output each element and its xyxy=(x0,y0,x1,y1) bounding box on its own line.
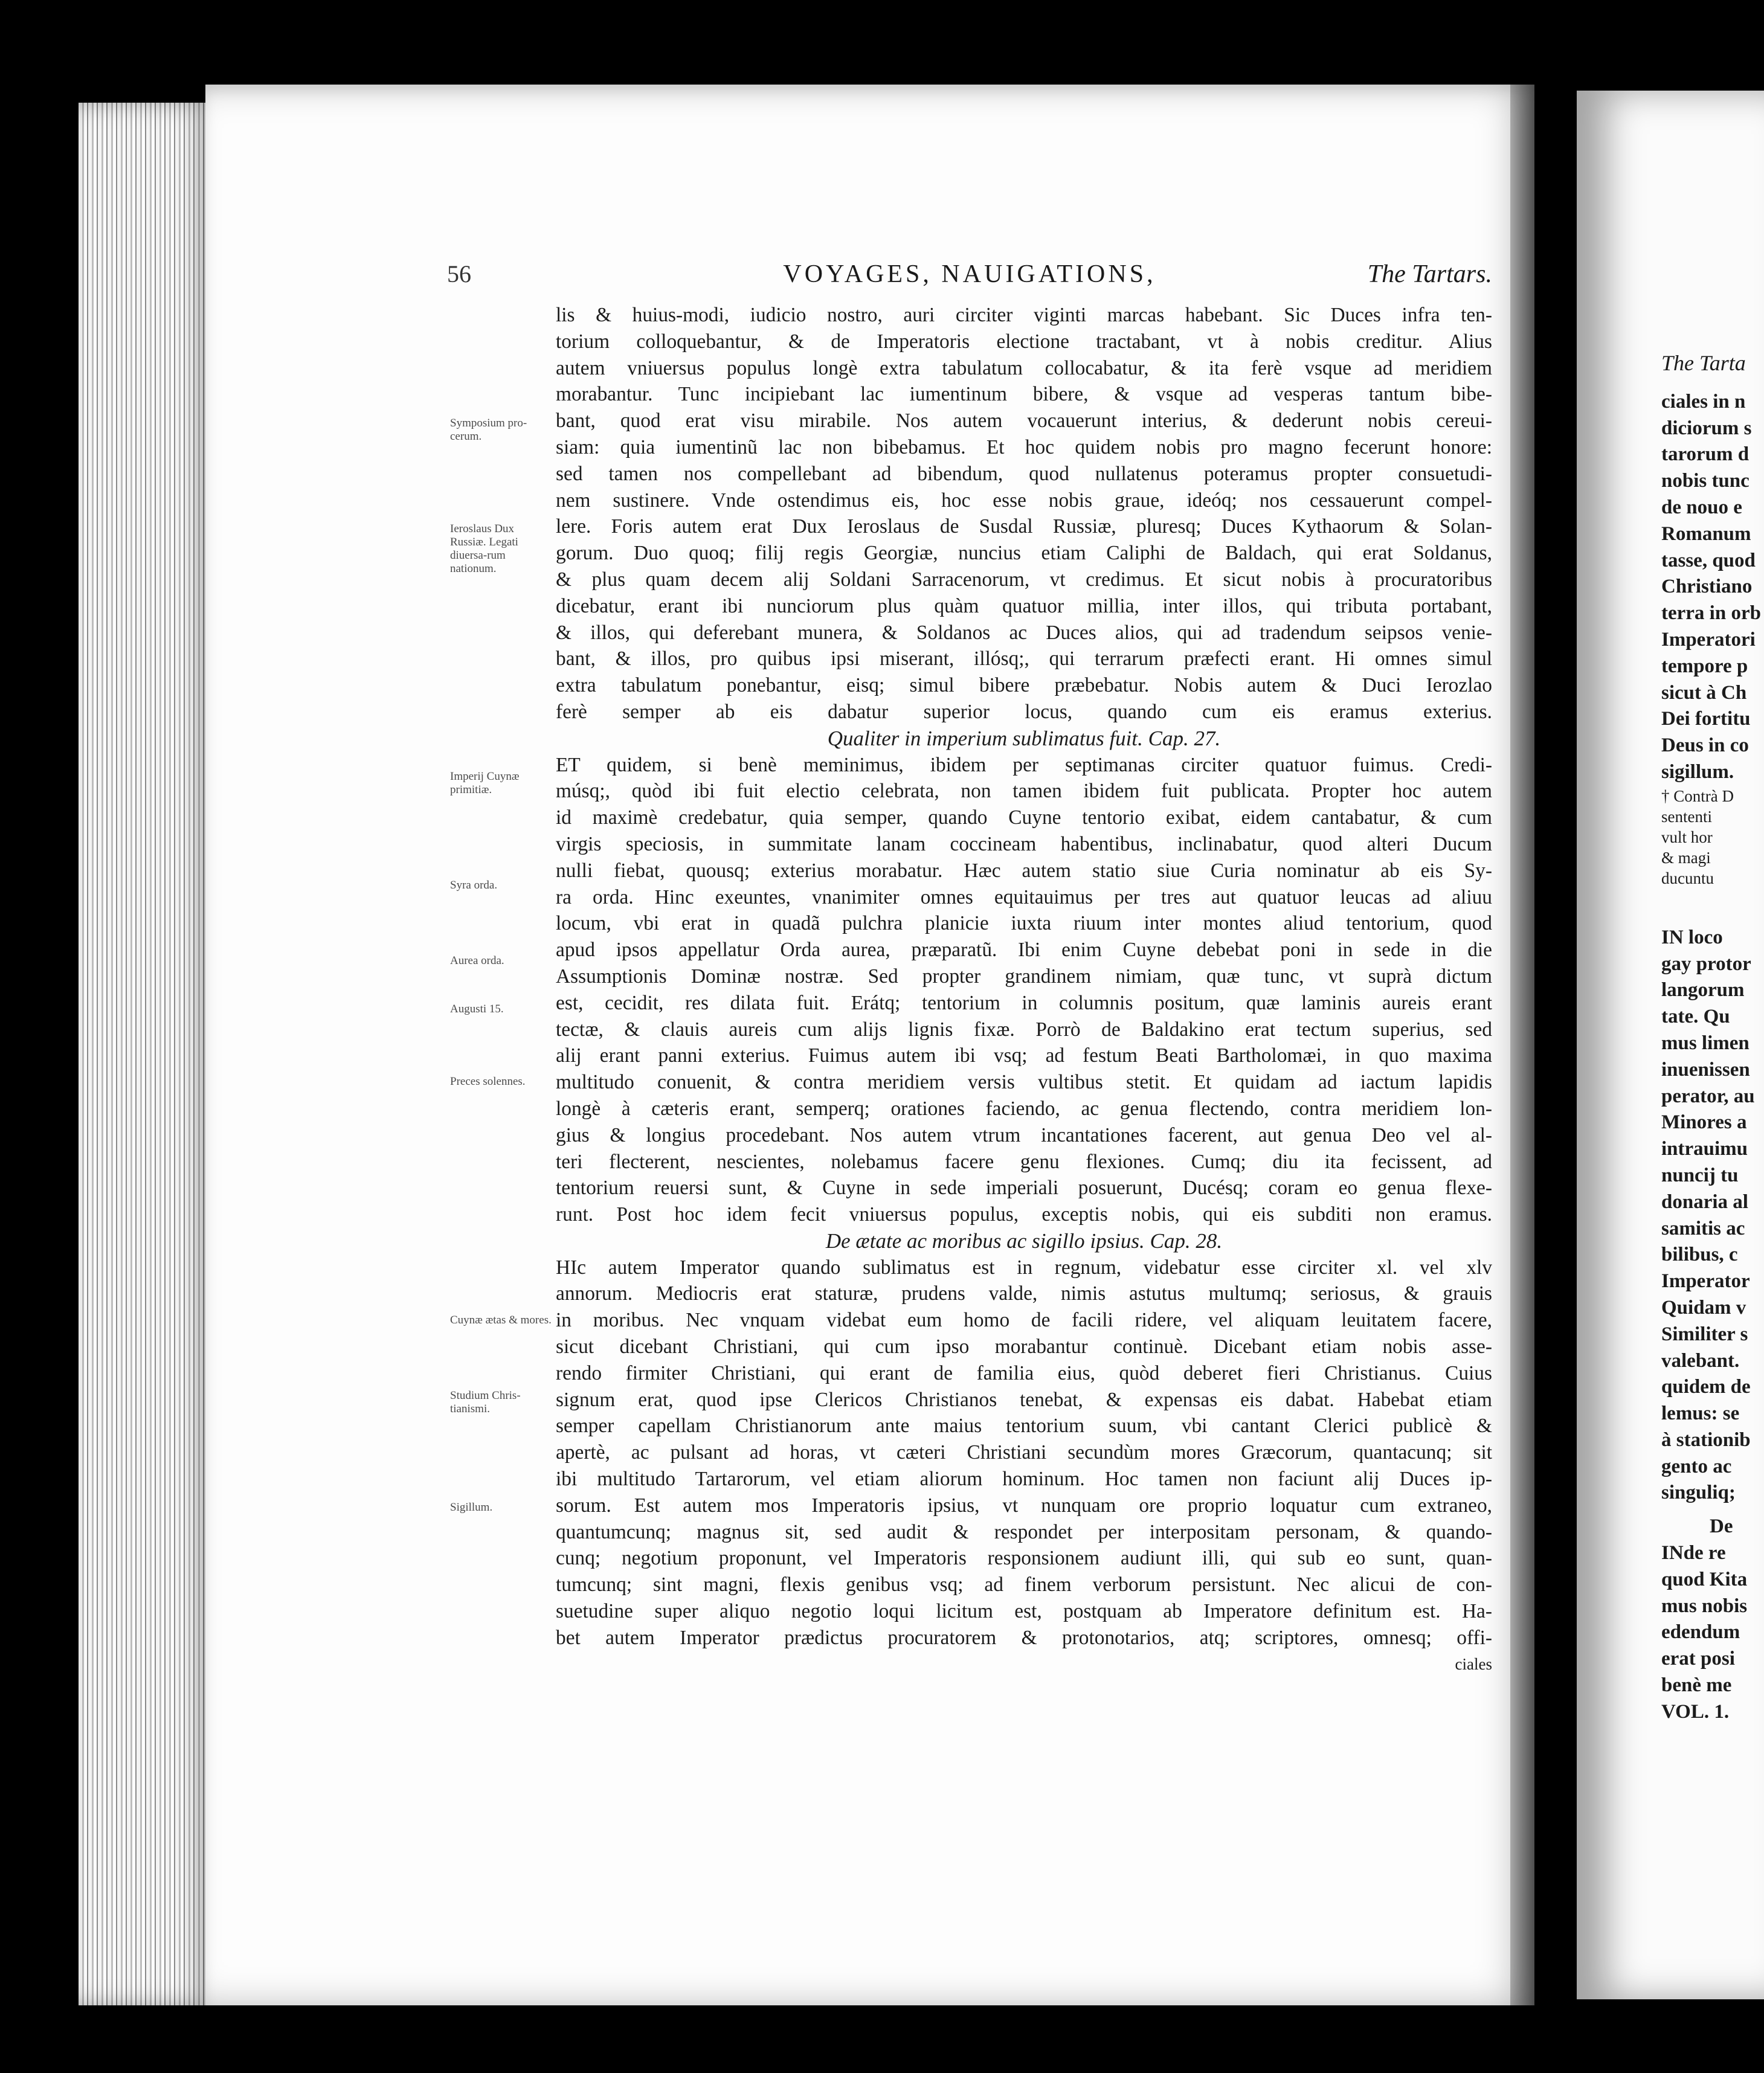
right-page-line: inuenissen xyxy=(1661,1058,1750,1081)
right-page-line: sicut à Ch xyxy=(1661,681,1747,704)
text-line: apertè, ac pulsant ad horas, vt cæteri Christiani secundùm mores Græcorum, quantacunq; sit xyxy=(556,1441,1492,1464)
text-line: ciales xyxy=(1455,1654,1492,1673)
text-line: Assumptionis Dominæ nostræ. Sed propter grandinem nimiam, quæ tunc, vt suprà dictum xyxy=(556,965,1492,988)
right-page-line: samitis ac xyxy=(1661,1217,1745,1239)
margin-note: Symposium pro-cerum. xyxy=(450,417,527,443)
right-page-line: tarorum d xyxy=(1661,443,1750,466)
right-page-line: benè me xyxy=(1661,1674,1732,1697)
text-line: virgis speciosis, in summitate lanam coccineam habentibus, inclinabatur, quod alteri Ducum xyxy=(556,832,1492,855)
text-line: quantumcunq; magnus sit, sed audit & respondet per interpositam personam, & quando- xyxy=(556,1520,1492,1543)
right-page-line: mus limen xyxy=(1661,1032,1750,1054)
margin-note: Studium Chris-tianismi. xyxy=(450,1389,521,1415)
right-page-line: VOL. 1. xyxy=(1661,1700,1730,1723)
right-page-line: ciales in n xyxy=(1661,390,1746,413)
text-line: & illos, qui deferebant munera, & Soldanos ac Duces alios, qui ad tradendum seipsos venie- xyxy=(556,621,1492,644)
margin-note: Syra orda. xyxy=(450,879,498,892)
right-page-line: intrauimu xyxy=(1661,1138,1748,1160)
text-line: gorum. Duo quoq; filij regis Georgiæ, nuncius etiam Caliphi de Baldach, qui erat Soldanus, xyxy=(556,542,1492,565)
right-page-line: nuncij tu xyxy=(1661,1164,1739,1186)
text-line: extra tabulatum ponebantur, eisq; simul bibere præbebatur. Nobis autem & Duci Ierozlao xyxy=(556,674,1492,697)
right-page-line: bilibus, c xyxy=(1661,1244,1738,1266)
right-page-line: & magi xyxy=(1661,848,1711,867)
text-line: dicebatur, erant ibi nunciorum plus quàm quatuor millia, inter illos, qui tributa portabant, xyxy=(556,594,1492,617)
text-line: nulli fiebat, quousq; exterius morabatur. Hæc autem statio siue Curia nominatur ab eis Sy- xyxy=(556,859,1492,882)
text-line: in moribus. Nec vnquam videbat eum homo de facili ridere, vel aliquam leuitatem facere, xyxy=(556,1309,1492,1332)
text-line: gius & longius procedebant. Nos autem vtrum incantationes facerent, aut genua Deo vel al- xyxy=(556,1123,1492,1146)
text-line: ra orda. Hinc exeuntes, vnanimiter omnes equitauimus per tres aut quatuor leucas ad aliuu xyxy=(556,885,1492,908)
chapter-heading: Qualiter in imperium sublimatus fuit. Cap. 27. xyxy=(827,726,1221,750)
right-page-line: de nouo e xyxy=(1661,496,1742,518)
right-page-line: tate. Qu xyxy=(1661,1006,1730,1028)
right-page-line: edendum xyxy=(1661,1621,1740,1644)
text-line: est, cecidit, res dilata fuit. Erátq; tentorium in columnis positum, quæ laminis aureis erant xyxy=(556,991,1492,1014)
text-line: tumcunq; sint magni, flexis genibus vsq; ad finem verborum persistunt. Nec alicui de con- xyxy=(556,1573,1492,1596)
text-line: lis & huius-modi, iudicio nostro, auri circiter viginti marcas habebant. Sic Duces infra ten- xyxy=(556,304,1492,326)
right-page-line: Christiano xyxy=(1661,576,1753,598)
right-page-line: sententi xyxy=(1661,807,1712,826)
text-line: tectæ, & clauis aureis cum alijs lignis fixæ. Porrò de Baldakino erat tectum superius, sed xyxy=(556,1018,1492,1041)
right-page-line: Dei fortitu xyxy=(1661,708,1751,730)
text-line: multitudo conuenit, & contra meridiem versis vultibus stetit. Et quidam ad iactum lapidis xyxy=(556,1071,1492,1094)
section-title: The Tartars. xyxy=(1367,260,1492,288)
text-line: runt. Post hoc idem fecit vniuersus populus, exceptis nobis, qui eis subditi non eramus. xyxy=(556,1203,1492,1226)
text-line: annorum. Mediocris erat staturæ, prudens valde, nimis astutus multumq; seriosus, & grauis xyxy=(556,1282,1492,1305)
right-page-line: lemus: se xyxy=(1661,1403,1740,1425)
text-line: signum erat, quod ipse Clericos Christianos tenebat, & expensas eis dabat. Habebat etiam xyxy=(556,1388,1492,1411)
right-page-line: vult hor xyxy=(1661,828,1713,846)
text-line: sorum. Est autem mos Imperatoris ipsius, vt nunquam ore proprio loquatur cum extraneo, xyxy=(556,1494,1492,1517)
text-line: morabantur. Tunc incipiebant lac iumentinum bibere, & vsque ad vesperas tantum bibe- xyxy=(556,383,1492,406)
text-line: tentorium reuersi sunt, & Cuyne in sede imperiali posuerunt, Ducésq; coram eo genua flexe- xyxy=(556,1177,1492,1200)
text-line: bet autem Imperator prædictus procuratorem & protonotarios, atq; scriptores, omnesq; offi- xyxy=(556,1626,1492,1649)
right-page-line: INde re xyxy=(1661,1542,1726,1564)
right-page-line: † Contrà D xyxy=(1661,786,1734,805)
text-line: ferè semper ab eis dabatur superior locus, quando cum eis eramus exterius. xyxy=(556,700,1492,723)
right-page-line: quod Kita xyxy=(1661,1568,1748,1590)
margin-note: Sigillum. xyxy=(450,1501,493,1514)
page-header xyxy=(447,260,1492,296)
right-page-line: singuliq; xyxy=(1661,1482,1736,1504)
text-line: bant, & illos, pro quibus ipsi miserant, illósq;, qui terrarum præfecti erant. Hi omnes simul xyxy=(556,648,1492,670)
right-page-line: Similiter s xyxy=(1661,1323,1748,1345)
text-line: longè à cæteris erant, semperq; orationes faciendo, ac genua flectendo, contra meridiem lon- xyxy=(556,1097,1492,1120)
text-line: suetudine super aliquo negotio loqui licitum est, postquam ab Imperatore definitum est. Ha- xyxy=(556,1600,1492,1623)
text-line: teri flecterent, nescientes, nolebamus facere genu flexiones. Cumq; diu ita fecissent, ad xyxy=(556,1150,1492,1173)
margin-note: Aurea orda. xyxy=(450,954,504,967)
margin-note: Ieroslaus Dux Russiæ. Legati diuersa-rum nationum. xyxy=(450,522,518,575)
right-page-line: Imperator xyxy=(1661,1270,1750,1293)
margin-note: Preces solennes. xyxy=(450,1075,526,1088)
text-line: sed tamen nos compellebant ad bibendum, quod nullatenus poteramus propter consuetudi- xyxy=(556,462,1492,485)
running-head: VOYAGES, NAUIGATIONS, xyxy=(783,260,1156,288)
text-line: alij erant panni exterius. Fuimus autem ibi vsq; ad festum Beati Bartholomæi, in quo maxima xyxy=(556,1044,1492,1067)
margin-note: Cuynæ ætas & mores. xyxy=(450,1314,552,1326)
right-page-line: gay protor xyxy=(1661,953,1751,975)
text-line: apud ipsos appellatur Orda aurea, præparatũ. Ibi enim Cuyne debebat poni in sede in die xyxy=(556,939,1492,962)
right-page-line: à stationib xyxy=(1661,1429,1751,1451)
right-page-line: perator, au xyxy=(1661,1085,1755,1107)
right-page-line: Deus in co xyxy=(1661,734,1749,757)
text-line: cunq; negotium proponunt, vel Imperatoris responsionem audiunt illi, qui sub eo sunt, quan- xyxy=(556,1547,1492,1570)
right-page-text xyxy=(1661,350,1764,1726)
chapter-heading: De ætate ac moribus ac sigillo ipsius. Cap. 28. xyxy=(825,1229,1223,1253)
right-page-line: IN loco xyxy=(1661,926,1723,948)
right-page-line: donaria al xyxy=(1661,1191,1748,1213)
right-page-line: De xyxy=(1710,1515,1733,1538)
page-number: 56 xyxy=(447,260,471,288)
right-page-line: terra in orb xyxy=(1661,602,1761,625)
right-page-line: ducuntu xyxy=(1661,869,1714,887)
right-page-line: valebant. xyxy=(1661,1349,1740,1372)
right-page-line xyxy=(1661,889,1764,925)
right-page-line: Imperatori xyxy=(1661,628,1756,651)
margin-note: Imperij Cuynæ primitiæ. xyxy=(450,770,520,796)
right-page xyxy=(1577,91,1764,1999)
text-line: HIc autem Imperator quando sublimatus est in regnum, videbatur esse circiter xl. vel xlv xyxy=(556,1256,1492,1279)
page-edges xyxy=(79,103,211,2005)
right-page-line: Romanum xyxy=(1661,522,1751,545)
text-line: siam: quia iumentinũ lac non bibebamus. Et hoc quidem nobis pro magno fecerunt honore: xyxy=(556,435,1492,458)
text-line: torium colloquebantur, & de Imperatoris electione tractabant, vt à nobis creditur. Alius xyxy=(556,330,1492,353)
right-page-line: nobis tunc xyxy=(1661,470,1750,492)
right-page-line: erat posi xyxy=(1661,1648,1735,1670)
text-line: autem vniuersus populus longè extra tabulatum collocabatur, & ita ferè vsque ad meridiem xyxy=(556,356,1492,379)
right-page-line: Minores a xyxy=(1661,1111,1747,1134)
right-page-line: tasse, quod xyxy=(1661,549,1756,571)
right-page-line: tempore p xyxy=(1661,655,1748,677)
body-text xyxy=(556,302,1492,1677)
margin-note: Augusti 15. xyxy=(450,1003,504,1015)
text-line: & plus quam decem alij Soldani Sarracenorum, vt credimus. Et sicut nobis à procuratoribus xyxy=(556,568,1492,591)
text-line: nem sustinere. Vnde ostendimus eis, hoc esse nobis graue, ideóq; nos cessauerunt compel- xyxy=(556,489,1492,512)
text-line: rendo firmiter Christiani, qui erant de familia eius, quòd deberet fieri Christianus. Cuius xyxy=(556,1361,1492,1384)
right-page-line: mus nobis xyxy=(1661,1595,1748,1617)
text-line: músq;, quòd ibi fuit electio celebrata, non tamen ibidem fuit publicata. Propter hoc autem xyxy=(556,780,1492,803)
text-line: semper capellam Christianorum ante maius tentorium suum, vbi cantant Clerici publicè & xyxy=(556,1415,1492,1438)
text-line: bant, quod erat visu mirabile. Nos autem vocauerunt interius, & dederunt nobis cereui- xyxy=(556,410,1492,432)
text-line: lere. Foris autem erat Dux Ieroslaus de Susdal Russiæ, pluresq; Duces Kythaorum & Solan- xyxy=(556,515,1492,538)
right-page-line: gento ac xyxy=(1661,1455,1732,1477)
text-line: sicut dicebant Christiani, qui cum ipso morabantur continuè. Dicebant etiam nobis asse- xyxy=(556,1335,1492,1358)
text-line: id maximè credebatur, quia semper, quando Cuyne tentorio exibat, eidem cantabatur, & cum xyxy=(556,806,1492,829)
text-line: ibi multitudo Tartarorum, vel etiam aliorum hominum. Hoc tamen non faciunt alij Duces ip- xyxy=(556,1468,1492,1491)
text-line: ET quidem, si benè meminimus, ibidem per septimanas circiter quatuor fuimus. Credi- xyxy=(556,753,1492,776)
right-page-line: Quidam v xyxy=(1661,1296,1746,1319)
right-page-line: quidem de xyxy=(1661,1376,1751,1398)
right-page-line: langorum xyxy=(1661,979,1745,1001)
right-page-line: sigillum. xyxy=(1661,760,1734,783)
text-line: locum, vbi erat in quadã pulchra planicie iuxta riuum inter montes aliud tentorium, quod xyxy=(556,912,1492,935)
right-page-line: diciorum s xyxy=(1661,417,1752,439)
right-page-header: The Tarta xyxy=(1661,351,1746,375)
